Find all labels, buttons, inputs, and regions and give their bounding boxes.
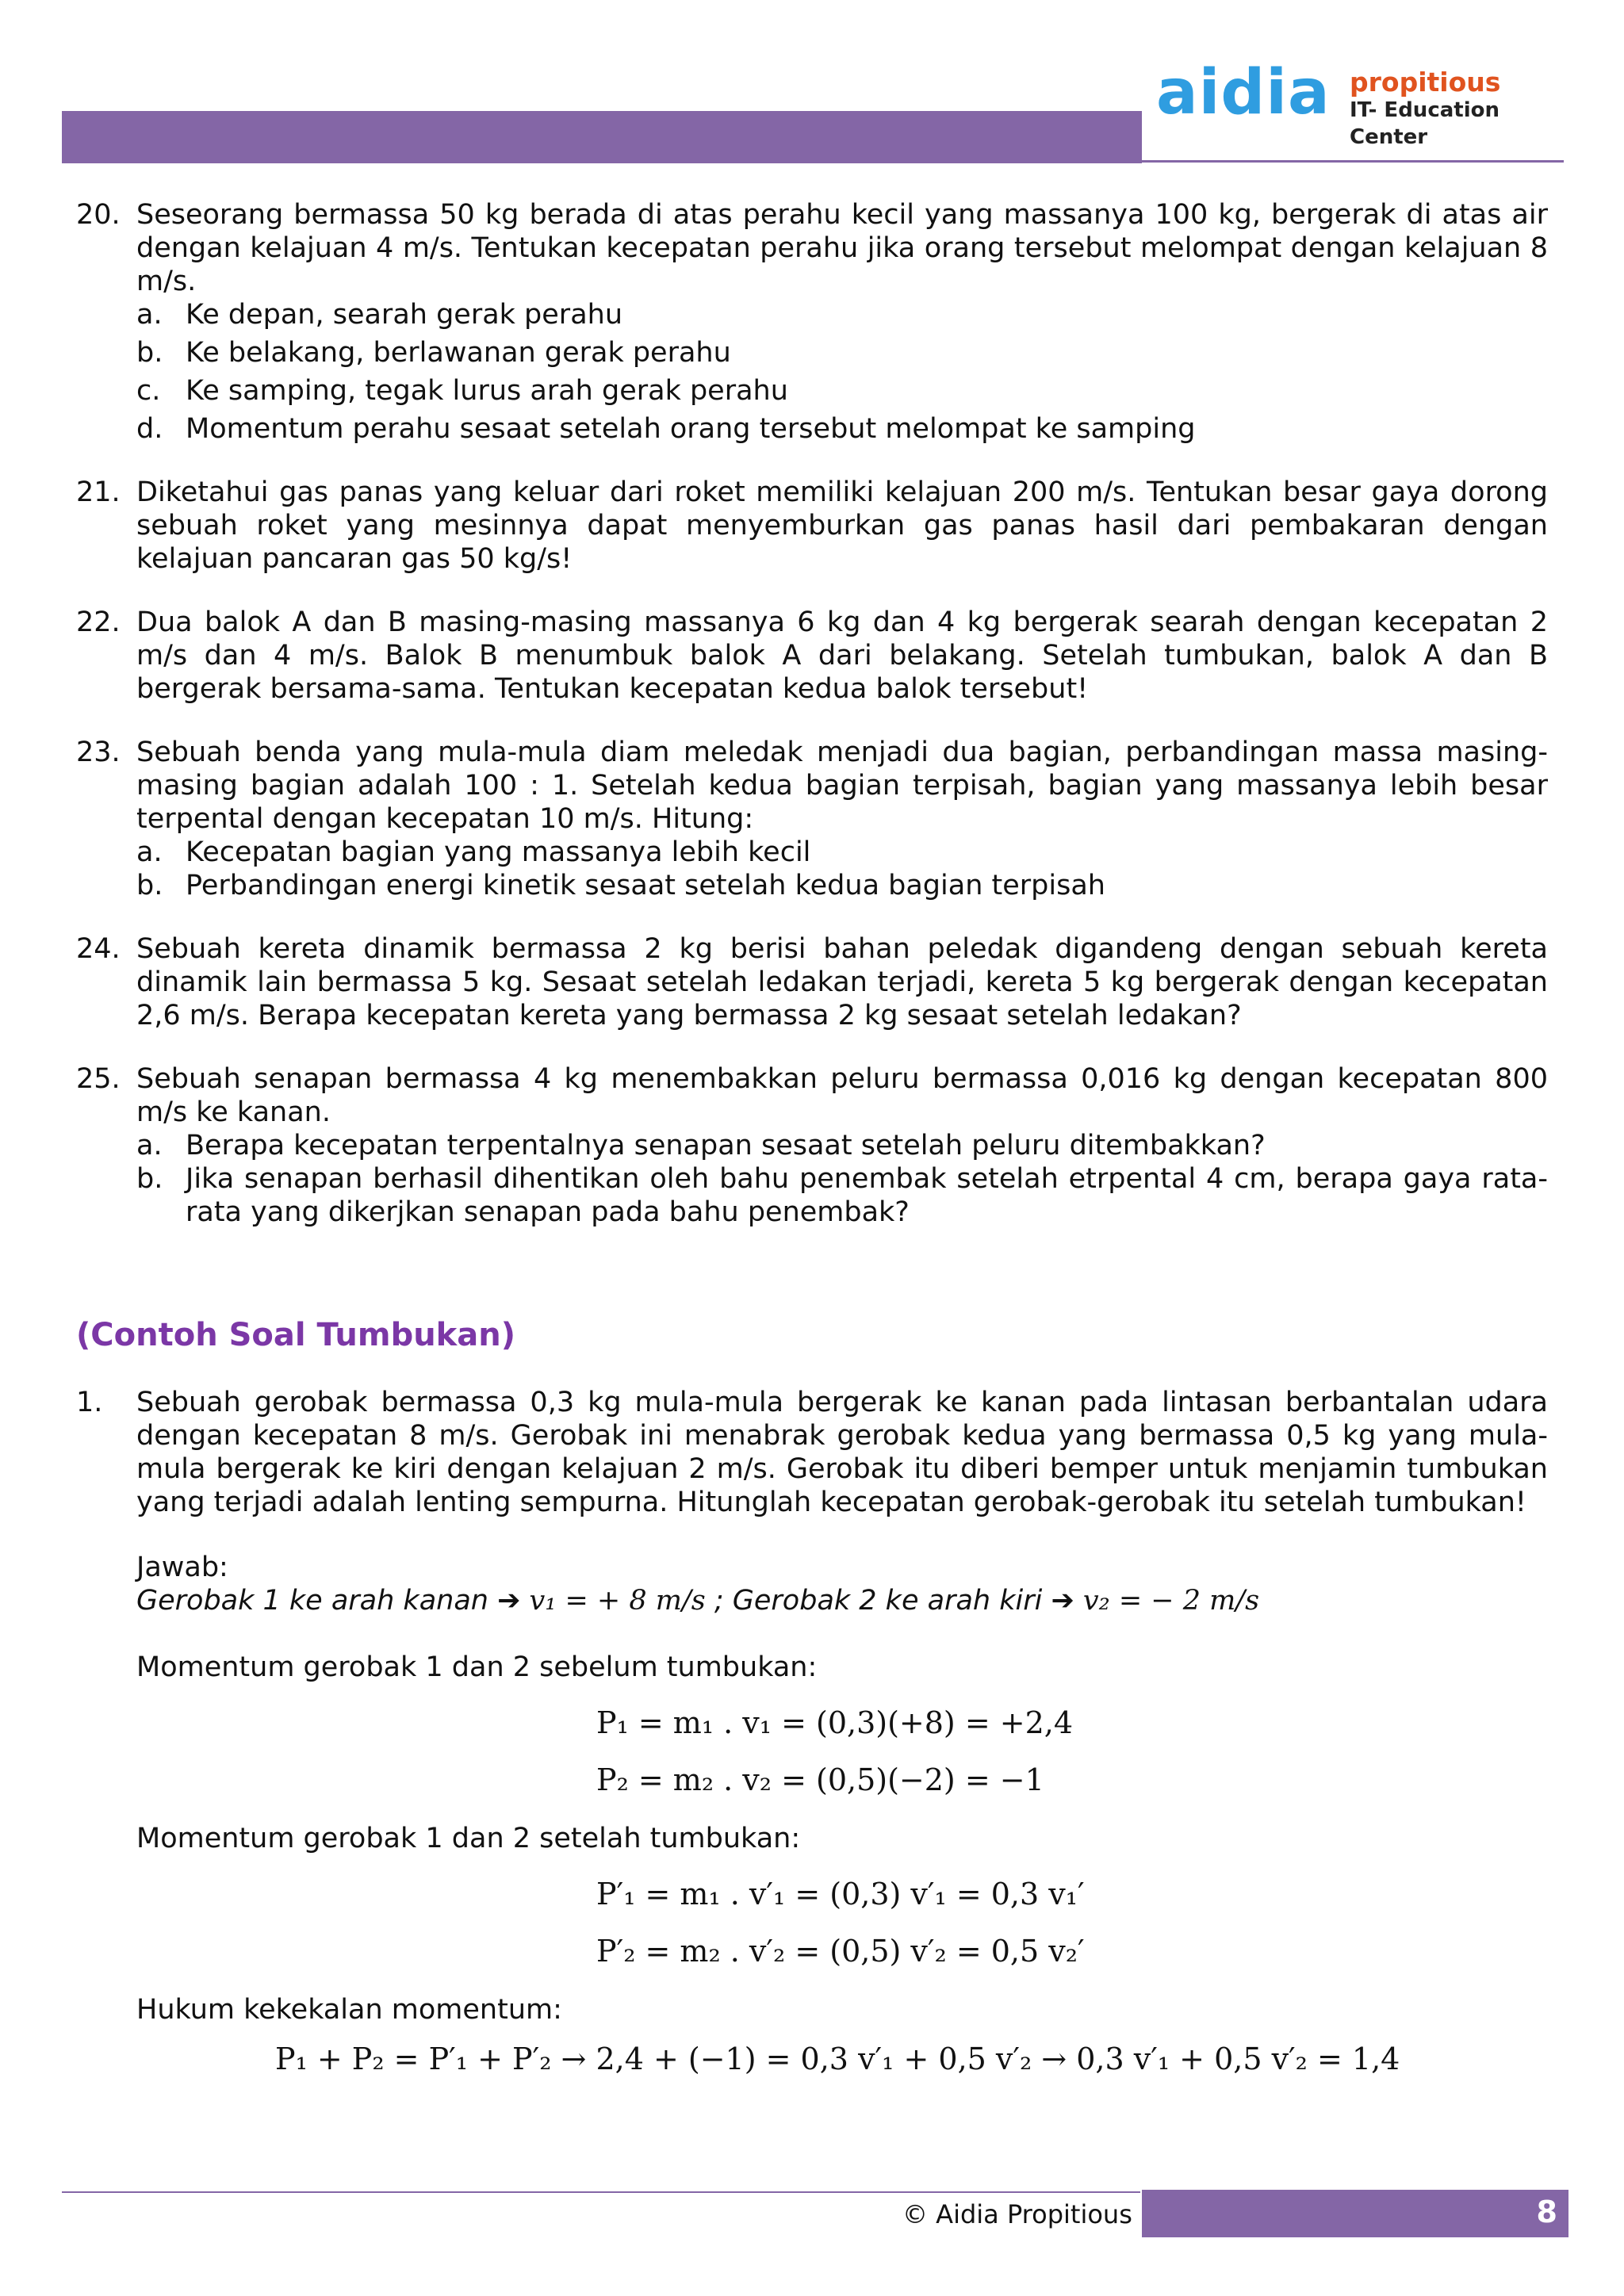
logo-brand: propitious — [1350, 67, 1501, 98]
question-text: Seseorang bermassa 50 kg berada di atas perahu kecil yang massanya 100 kg, bergerak di atas air dengan kelajuan 4 m/s. Tentukan kecepatan perahu jika orang tersebut melompat dengan kelajuan 8 m/s. — [136, 199, 1548, 297]
equation-conservation: P₁ + P₂ = P′₁ + P′₂ → 2,4 + (−1) = 0,3 v′₁ + 0,5 v′₂ → 0,3 v′₁ + 0,5 v′₂ = 1,4 — [275, 2042, 1400, 2076]
question-22 — [76, 606, 1548, 706]
option-item: a. Berapa kecepatan terpentalnya senapan sesaat setelah peluru ditembakkan? — [136, 1130, 1266, 1161]
logo-tagline: IT- Education Center — [1350, 98, 1500, 149]
equation-p2-prime: P′₂ = m₂ . v′₂ = (0,5) v′₂ = 0,5 v₂′ — [596, 1934, 1085, 1969]
option-item: a. Kecepatan bagian yang massanya lebih kecil — [136, 836, 811, 868]
question-number: 20. — [76, 199, 121, 231]
option-item: b. Jika senapan berhasil dihentikan oleh bahu penembak setelah etrpental 4 cm, berapa gaya rata-rata yang dikerjkan senapan pada bahu penembak? — [136, 1163, 1548, 1228]
answer-label: Jawab: — [136, 1552, 228, 1583]
arrow-right-icon: ➔ — [497, 1585, 530, 1617]
equation-p1: P₁ = m₁ . v₁ = (0,3)(+8) = +2,4 — [596, 1705, 1074, 1740]
page-content — [76, 198, 1548, 2098]
option-item: b. Ke belakang, berlawanan gerak perahu — [136, 337, 731, 369]
answer-block — [76, 1551, 1548, 2077]
question-number: 23. — [76, 737, 121, 768]
question-number: 25. — [76, 1063, 121, 1095]
arrow-right-icon: ➔ — [1051, 1585, 1083, 1617]
option-item: c. Ke samping, tegak lurus arah gerak perahu — [136, 375, 788, 407]
example-text: Sebuah gerobak bermassa 0,3 kg mula-mula bergerak ke kanan pada lintasan berbantalan udara dengan kecepatan 8 m/s. Gerobak ini menabrak gerobak kedua yang bermassa 0,5 kg yang mula-mula bergerak ke kiri dengan kelajuan 2 m/s. Gerobak itu diberi bemper untuk menjamin tumbukan yang terjadi adalah lenting sempurna. Hitunglah kecepatan gerobak-gerobak itu setelah tumbukan! — [136, 1387, 1548, 1518]
question-number: 24. — [76, 933, 121, 965]
question-number: 21. — [76, 476, 121, 508]
question-number: 22. — [76, 607, 121, 638]
option-item: b. Perbandingan energi kinetik sesaat setelah kedua bagian terpisah — [136, 870, 1105, 901]
footer-divider — [62, 2191, 1140, 2193]
question-24 — [76, 932, 1548, 1032]
question-options — [136, 836, 1548, 902]
question-20 — [76, 198, 1548, 446]
footer-page-box — [1142, 2190, 1568, 2237]
equation-p1-prime: P′₁ = m₁ . v′₁ = (0,3) v′₁ = 0,3 v₁′ — [596, 1877, 1085, 1911]
question-25 — [76, 1062, 1548, 1229]
question-text: Sebuah kereta dinamik bermassa 2 kg berisi bahan peledak digandeng dengan sebuah kereta dinamik lain bermassa 5 kg. Sesaat setelah ledakan terjadi, kereta 5 kg bergerak dengan kecepatan 2,6 m/s. Berapa kecepatan kereta yang bermassa 2 kg sesaat setelah ledakan? — [136, 933, 1548, 1031]
option-item: d. Momentum perahu sesaat setelah orang tersebut melompat ke samping — [136, 413, 1196, 445]
question-text: Sebuah senapan bermassa 4 kg menembakkan peluru bermassa 0,016 kg dengan kecepatan 800 m/s ke kanan. — [136, 1063, 1548, 1128]
question-21 — [76, 476, 1548, 576]
after-label: Momentum gerobak 1 dan 2 setelah tumbukan: — [136, 1823, 801, 1854]
question-text: Diketahui gas panas yang keluar dari roket memiliki kelajuan 200 m/s. Tentukan besar gaya dorong sebuah roket yang mesinnya dapat menyemburkan gas panas hasil dari pembakaran dengan kelajuan pancaran gas 50 kg/s! — [136, 476, 1548, 575]
question-text: Sebuah benda yang mula-mula diam meledak menjadi dua bagian, perbandingan massa masing-masing bagian adalah 100 : 1. Setelah kedua bagian terpisah, bagian yang massanya lebih besar terpental dengan kecepatan 10 m/s. Hitung: — [136, 737, 1548, 835]
option-item: a. Ke depan, searah gerak perahu — [136, 299, 623, 331]
example-number: 1. — [76, 1387, 103, 1418]
footer-copyright: © Aidia Propitious — [902, 2199, 1132, 2229]
question-options — [136, 1129, 1548, 1229]
page-number: 8 — [1536, 2195, 1557, 2229]
question-text: Dua balok A dan B masing-masing massanya 6 kg dan 4 kg bergerak searah dengan kecepatan 2 m/s dan 4 m/s. Balok B menumbuk balok A dari belakang. Setelah tumbukan, balok A dan B bergerak bersama-sama. Tentukan kecepatan kedua balok tersebut! — [136, 607, 1548, 705]
law-label: Hukum kekekalan momentum: — [136, 1994, 562, 2026]
given-values: Gerobak 1 ke arah kanan ➔ v₁ = + 8 m/s ; Gerobak 2 ke arah kiri ➔ v₂ = − 2 m/s — [136, 1585, 1260, 1617]
question-options — [136, 298, 1548, 446]
header-divider — [1142, 160, 1564, 163]
header-bar — [62, 111, 1142, 163]
section-title: (Contoh Soal Tumbukan) — [76, 1317, 516, 1353]
question-23 — [76, 736, 1548, 902]
logo-word: aidia — [1156, 57, 1331, 128]
example-1 — [76, 1386, 1548, 1519]
before-label: Momentum gerobak 1 dan 2 sebelum tumbukan: — [136, 1651, 818, 1683]
logo — [1156, 57, 1568, 149]
equation-p2: P₂ = m₂ . v₂ = (0,5)(−2) = −1 — [596, 1762, 1044, 1797]
